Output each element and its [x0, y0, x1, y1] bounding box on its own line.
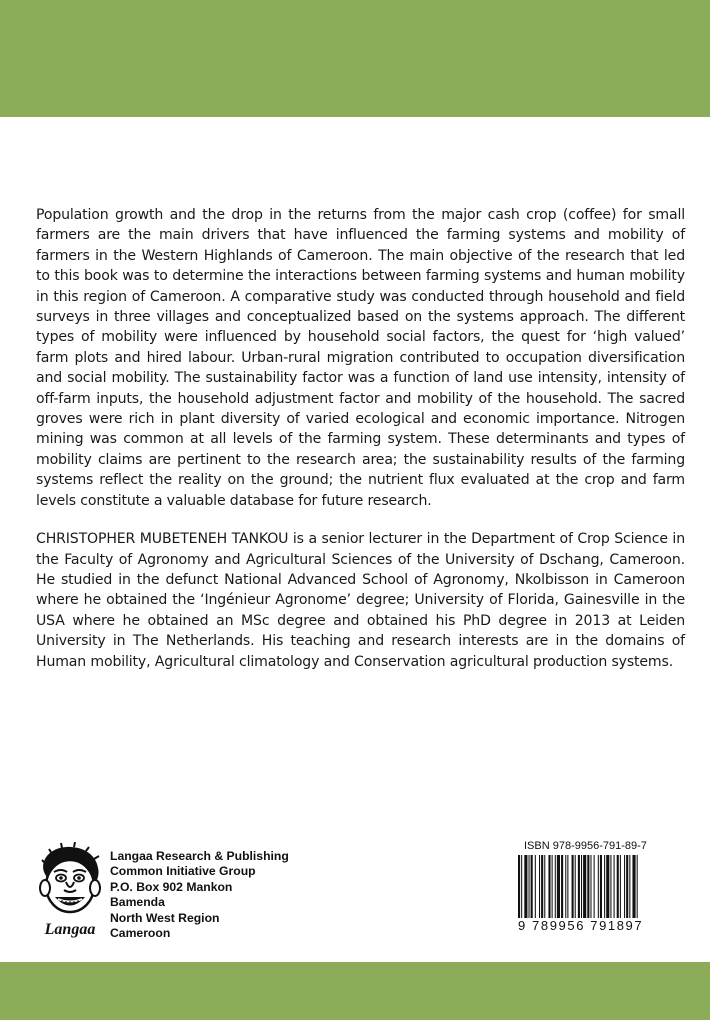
barcode-bar [535, 855, 536, 921]
publisher-line: Cameroon [110, 926, 171, 941]
barcode-bar [629, 855, 630, 921]
top-color-band [0, 0, 710, 117]
bottom-color-band [0, 962, 710, 1020]
barcode-bar [575, 855, 576, 921]
barcode-bar [604, 855, 605, 921]
isbn-label: ISBN 978-9956-791-89-7 [524, 840, 647, 852]
publisher-address [110, 849, 289, 941]
barcode-bar [567, 855, 568, 921]
barcode-bar [561, 855, 563, 921]
barcode-bar [539, 855, 540, 921]
barcode-bar [587, 855, 589, 921]
summary-paragraph: Population growth and the drop in the returns from the major cash crop (coffee) for small farmers are the main drivers that have influenced the farming systems and mobility of farmers in the Western Highlands of Cameroon. The main objective of the research that led to this book was to determine the interactions between farming systems and human mobility in this region of Cameroon. A comparative study was conducted through household and field surveys in three villages and conceptualized based on the systems approach. The different types of mobility were influenced by household social factors, the quest for ‘high valued’ farm plots and hired labour. Urban-rural migration contributed to occupation diversification and social mobility. The sustainability factor was a function of land use intensity, intensity of off-farm inputs, the household adjustment factor and mobility of the household. The sacred groves were rich in plant diversity of varied ecological and economic importance. Nitrogen mining was common at all levels of the farming system. These determinants and types of mobility claims are pertinent to the research area; the sustainability results of the farming systems reflect the reality on the ground; the nutrient flux evaluated at the crop and farm levels constitute a valuable database for future research. [36, 207, 685, 509]
barcode-bar [632, 855, 635, 921]
barcode-bar [557, 855, 560, 921]
barcode-bar [555, 855, 556, 921]
barcode-digits: 9 789956 791897 [518, 918, 644, 933]
barcode-bar [548, 855, 550, 921]
barcode-bar [598, 855, 599, 921]
barcode-bar [578, 855, 580, 921]
publisher-line: P.O. Box 902 Mankon [110, 879, 233, 894]
barcode-bar [617, 855, 619, 921]
barcode-bar [565, 855, 566, 921]
publisher-line: Common Initiative Group [110, 864, 256, 879]
barcode-bar [594, 855, 595, 921]
barcode-bar [620, 855, 621, 921]
barcode-bar [572, 855, 574, 921]
barcode-bar [531, 855, 533, 921]
back-cover-text [36, 205, 685, 672]
publisher-line: Langaa Research & Publishing [110, 849, 289, 863]
barcode-bar [637, 855, 638, 921]
barcode-bar [541, 855, 543, 921]
barcode-bar [544, 855, 545, 921]
publisher-line: Bamenda [110, 895, 165, 910]
barcode-bar [529, 855, 530, 921]
isbn-barcode [514, 840, 684, 940]
barcode-bar [610, 855, 611, 921]
barcode-bar [626, 855, 628, 921]
barcode-bar [614, 855, 615, 921]
barcode-bar [521, 855, 522, 921]
barcode-bar [524, 855, 527, 921]
logo-wordmark: Langaa [44, 921, 96, 938]
barcode-bar [581, 855, 582, 921]
publisher-block [36, 842, 336, 942]
publisher-line: North West Region [110, 910, 220, 925]
langaa-logo [36, 842, 104, 940]
barcode-bar [606, 855, 609, 921]
barcode-bar [552, 855, 553, 921]
author-bio-paragraph: CHRISTOPHER MUBETENEH TANKOU is a senior lecturer in the Department of Crop Science in the Faculty of Agronomy and Agricultural Sciences of the University of Dschang, Cameroon. He studied in the defunct National Advanced School of Agronomy, Nkolbisson in Cameroon where he obtained the ‘Ingénieur Agronome’ degree; University of Florida, Gainesville in the USA where he obtained an MSc degree and obtained his PhD degree in 2013 at Leiden University in The Netherlands. His teaching and research interests are in the domains of Human mobility, Agricultural climatology and Conservation agricultural production systems. [36, 531, 685, 670]
barcode-bar [590, 855, 591, 921]
barcode-bar [600, 855, 602, 921]
barcode-bar [624, 855, 625, 921]
barcode-bar [583, 855, 586, 921]
barcode-bar [518, 855, 520, 921]
